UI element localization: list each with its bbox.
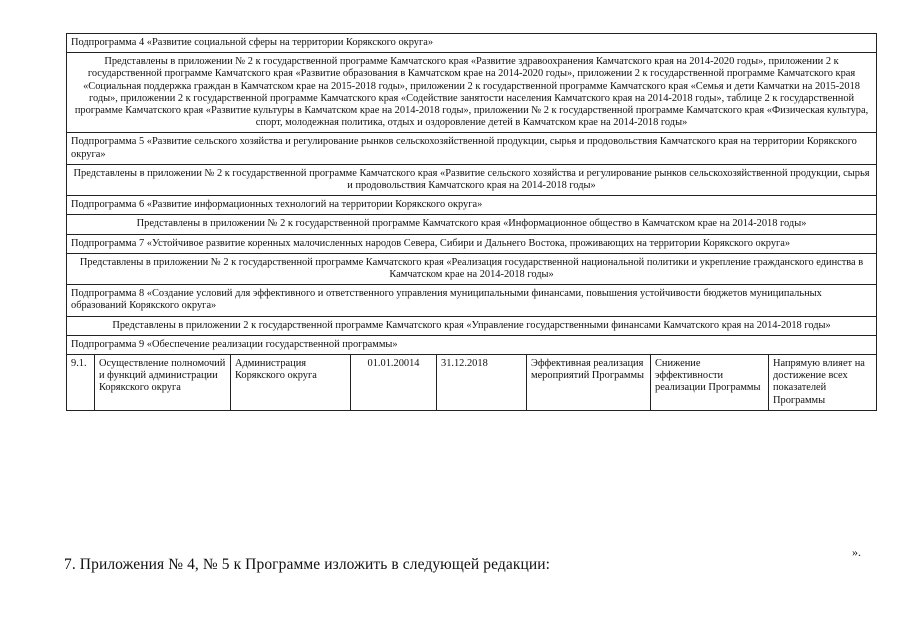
closing-quote-mark: ». (852, 545, 861, 559)
subprogram-4-desc-row (67, 53, 877, 133)
item-indicator-link: Напрямую влияет на достижение всех показателей Программы (769, 355, 877, 411)
subprogram-6-title: Подпрограмма 6 «Развитие информационных технологий на территории Корякского округа» (67, 196, 877, 215)
subprogram-4-title: Подпрограмма 4 «Развитие социальной сферы на территории Корякского округа» (67, 34, 877, 53)
item-start-date: 01.01.20014 (351, 355, 437, 411)
subprogram-5-description: Представлены в приложении № 2 к государственной программе Камчатского края «Развитие сельского хозяйства и регулирование рынков сельскохозяйственной продукции, сырья и продовольствия Камчатского края на 2014-2018 годы» (67, 164, 877, 195)
subprogram-7-desc-row (67, 253, 877, 284)
item-consequence: Снижение эффективности реализации Программы (651, 355, 769, 411)
subprogram-5-row (67, 133, 877, 164)
item-end-date: 31.12.2018 (437, 355, 527, 411)
table-row-9-1 (67, 355, 877, 411)
program-table (66, 33, 877, 411)
subprogram-4-row (67, 34, 877, 53)
item-expected-result: Эффективная реализация мероприятий Программы (527, 355, 651, 411)
subprogram-4-description: Представлены в приложении № 2 к государственной программе Камчатского края «Развитие здравоохранения Камчатского края на 2014-2020 годы», приложении 2 к государственной программе Камчатского края «Развитие образования в Камчатском крае на 2014-2020 годы», приложении 2 к государственной программе Камчатского края «Социальная поддержка граждан в Камчатском крае на 2015-2018 годы», приложении 2 к государственной программе Камчатского края «Семья и дети Камчатки на 2015-2018 годы», приложении 2 к государственной программе Камчатского края «Содействие занятости населения Камчатского края на 2014-2018 годы», таблице 2 к государственной программе Камчатского края «Развитие культуры в Камчатском крае на 2014-2018 годы», приложении № 2 к государственной программе Камчатского края «Физическая культура, спорт, молодежная политика, отдых и оздоровление детей в Камчатском крае на 2014-2018 годы» (67, 53, 877, 133)
subprogram-6-row (67, 196, 877, 215)
subprogram-7-row (67, 234, 877, 253)
subprogram-8-title: Подпрограмма 8 «Создание условий для эффективного и ответственного управления муниципальными финансами, повышения устойчивости бюджетов муниципальных образований Корякского округа» (67, 285, 877, 316)
subprogram-8-desc-row (67, 316, 877, 335)
subprogram-8-description: Представлены в приложении 2 к государственной программе Камчатского края «Управление государственными финансами Камчатского края на 2014-2018 годы» (67, 316, 877, 335)
subprogram-7-description: Представлены в приложении № 2 к государственной программе Камчатского края «Реализация государственной национальной политики и укрепление гражданского единства в Камчатском крае на 2014-2018 годы» (67, 253, 877, 284)
item-name: Осуществление полномочий и функций администрации Корякского округа (95, 355, 231, 411)
subprogram-5-desc-row (67, 164, 877, 195)
subprogram-5-title: Подпрограмма 5 «Развитие сельского хозяйства и регулирование рынков сельскохозяйственной продукции, сырья и продовольствия Камчатского края на территории Корякского округа» (67, 133, 877, 164)
amendment-paragraph: 7. Приложения № 4, № 5 к Программе изложить в следующей редакции: (64, 556, 551, 573)
item-executor: Администрация Корякского округа (231, 355, 351, 411)
subprogram-9-row (67, 335, 877, 354)
subprogram-9-title: Подпрограмма 9 «Обеспечение реализации государственной программы» (67, 335, 877, 354)
subprogram-6-desc-row (67, 215, 877, 234)
item-number: 9.1. (67, 355, 95, 411)
subprogram-6-description: Представлены в приложении № 2 к государственной программе Камчатского края «Информационное общество в Камчатском крае на 2014-2018 годы» (67, 215, 877, 234)
subprogram-7-title: Подпрограмма 7 «Устойчивое развитие коренных малочисленных народов Севера, Сибири и Дальнего Востока, проживающих на территории Корякского округа» (67, 234, 877, 253)
subprogram-8-row (67, 285, 877, 316)
